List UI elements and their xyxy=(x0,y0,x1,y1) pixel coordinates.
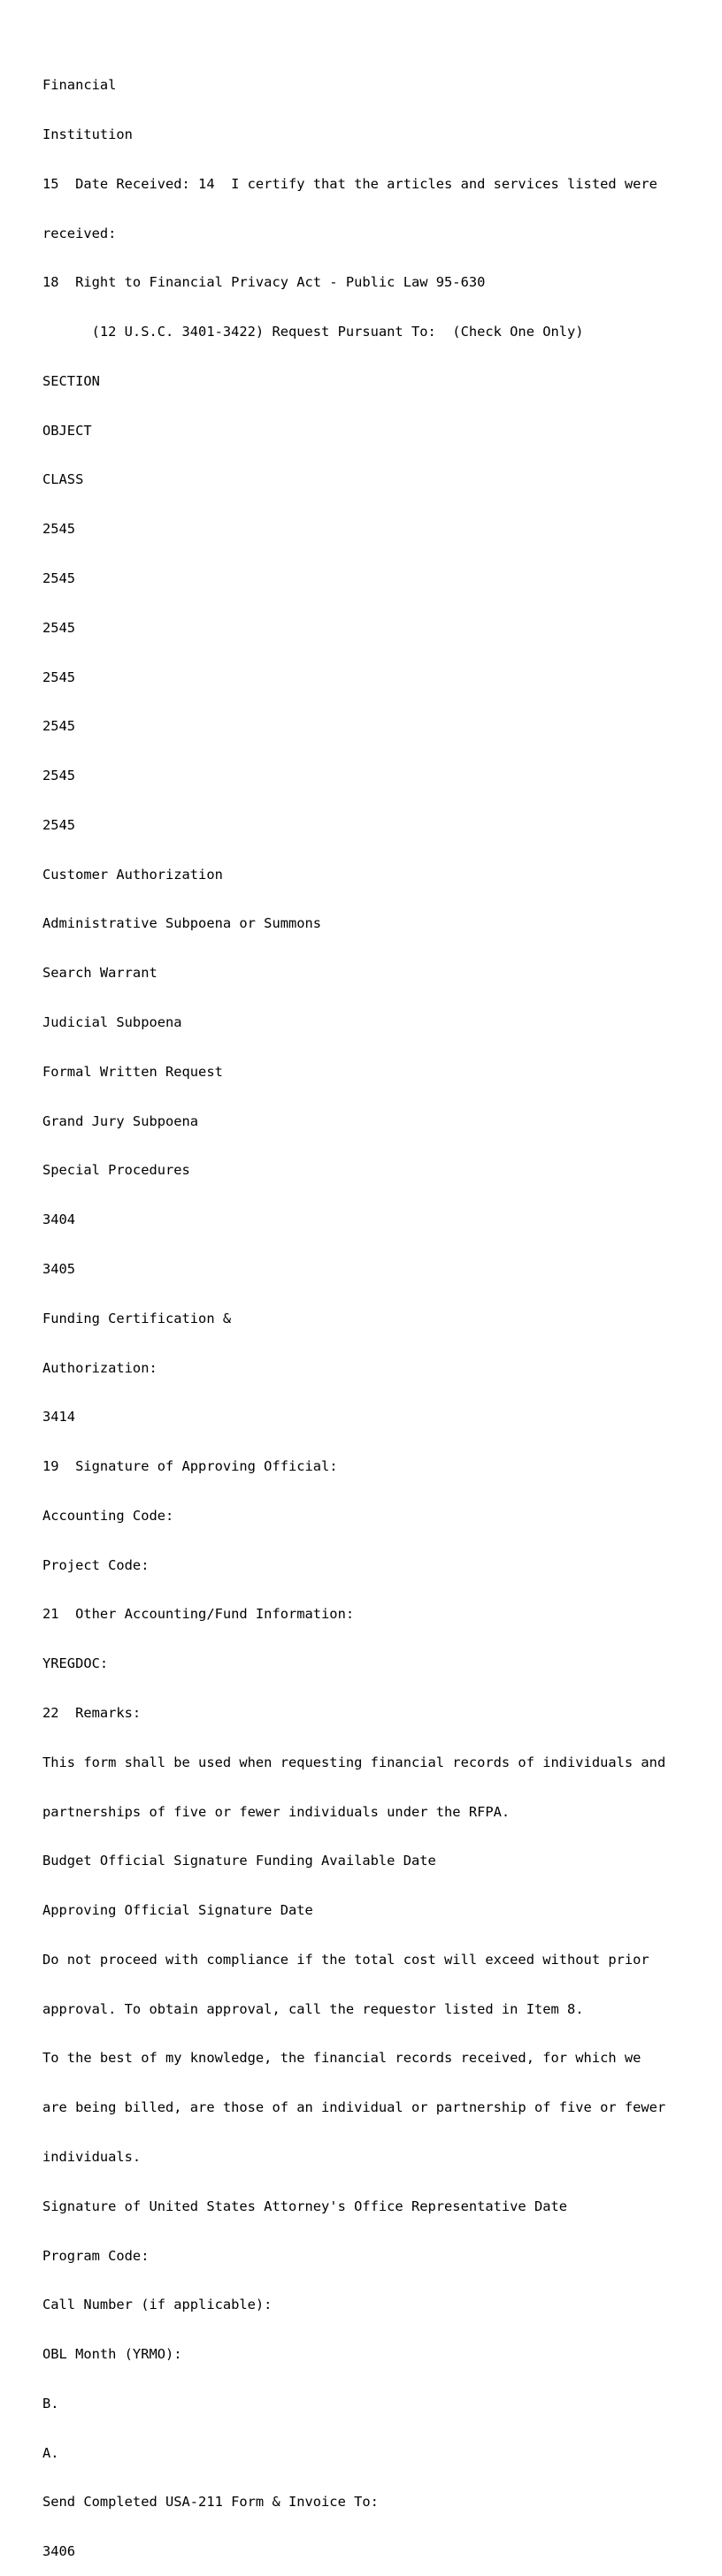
compliance-notice: approval. To obtain approval, call the requestor listed in Item 8. xyxy=(42,2000,584,2017)
budget-official-signature-label: Budget Official Signature Funding Available Date xyxy=(42,1853,436,1869)
text-line-financial: Financial xyxy=(42,77,117,94)
certification-statement: To the best of my knowledge, the financial records received, for which we xyxy=(42,2050,641,2067)
compliance-notice: Do not proceed with compliance if the total cost will exceed without prior xyxy=(42,1951,649,1968)
item-19-approving-signature: 19 Signature of Approving Official: xyxy=(42,1458,338,1475)
object-class-value: 2545 xyxy=(42,619,76,636)
form-text-block xyxy=(42,44,697,2576)
header-object: OBJECT xyxy=(42,422,92,439)
object-class-value: 2545 xyxy=(42,570,76,586)
approving-official-signature-label: Approving Official Signature Date xyxy=(42,1902,313,1919)
remarks-text: This form shall be used when requesting financial records of individuals and xyxy=(42,1754,666,1770)
object-class-value: 2545 xyxy=(42,521,76,538)
option-special-procedures: Special Procedures xyxy=(42,1162,190,1179)
item-letter-a: A. xyxy=(42,2444,59,2461)
section-number: 3404 xyxy=(42,1212,76,1228)
object-class-value: 2545 xyxy=(42,669,76,685)
object-class-value: 2545 xyxy=(42,816,76,833)
option-grand-jury-subpoena: Grand Jury Subpoena xyxy=(42,1112,199,1129)
authorization-label: Authorization: xyxy=(42,1359,157,1376)
program-code-label: Program Code: xyxy=(42,2247,150,2264)
yregdoc-label: YREGDOC: xyxy=(42,1655,109,1672)
call-number-label: Call Number (if applicable): xyxy=(42,2297,273,2313)
send-completed-form-label: Send Completed USA-211 Form & Invoice To: xyxy=(42,2494,379,2511)
certification-statement: individuals. xyxy=(42,2149,142,2165)
item-22-remarks: 22 Remarks: xyxy=(42,1704,142,1721)
item-letter-b: B. xyxy=(42,2395,59,2412)
accounting-code-label: Accounting Code: xyxy=(42,1507,174,1524)
option-customer-authorization: Customer Authorization xyxy=(42,866,223,883)
text-line-institution: Institution xyxy=(42,126,133,142)
option-administrative-subpoena: Administrative Subpoena or Summons xyxy=(42,915,322,932)
text-line-received: received: xyxy=(42,225,117,241)
option-search-warrant: Search Warrant xyxy=(42,965,157,982)
object-class-value: 2545 xyxy=(42,768,76,784)
obl-month-label: OBL Month (YRMO): xyxy=(42,2346,182,2363)
item-18-request-pursuant: (12 U.S.C. 3401-3422) Request Pursuant To: (Check One Only) xyxy=(42,324,584,340)
project-code-label: Project Code: xyxy=(42,1556,150,1573)
item-18-rfpa-heading: 18 Right to Financial Privacy Act - Public Law 95-630 xyxy=(42,274,486,291)
header-section: SECTION xyxy=(42,372,100,389)
object-class-value: 2545 xyxy=(42,718,76,735)
usao-representative-signature-label: Signature of United States Attorney's Office Representative Date xyxy=(42,2198,568,2214)
section-number: 3406 xyxy=(42,2543,76,2560)
funding-certification-label: Funding Certification & xyxy=(42,1310,232,1326)
remarks-text: partnerships of five or fewer individuals under the RFPA. xyxy=(42,1803,511,1820)
header-class: CLASS xyxy=(42,471,84,488)
item-21-other-accounting: 21 Other Accounting/Fund Information: xyxy=(42,1606,355,1623)
option-formal-written-request: Formal Written Request xyxy=(42,1063,223,1080)
certification-statement: are being billed, are those of an individual or partnership of five or fewer xyxy=(42,2099,666,2116)
section-number: 3405 xyxy=(42,1260,76,1277)
option-judicial-subpoena: Judicial Subpoena xyxy=(42,1014,182,1031)
section-number: 3414 xyxy=(42,1409,76,1426)
item-15-date-received: 15 Date Received: 14 I certify that the articles and services listed were xyxy=(42,175,657,192)
